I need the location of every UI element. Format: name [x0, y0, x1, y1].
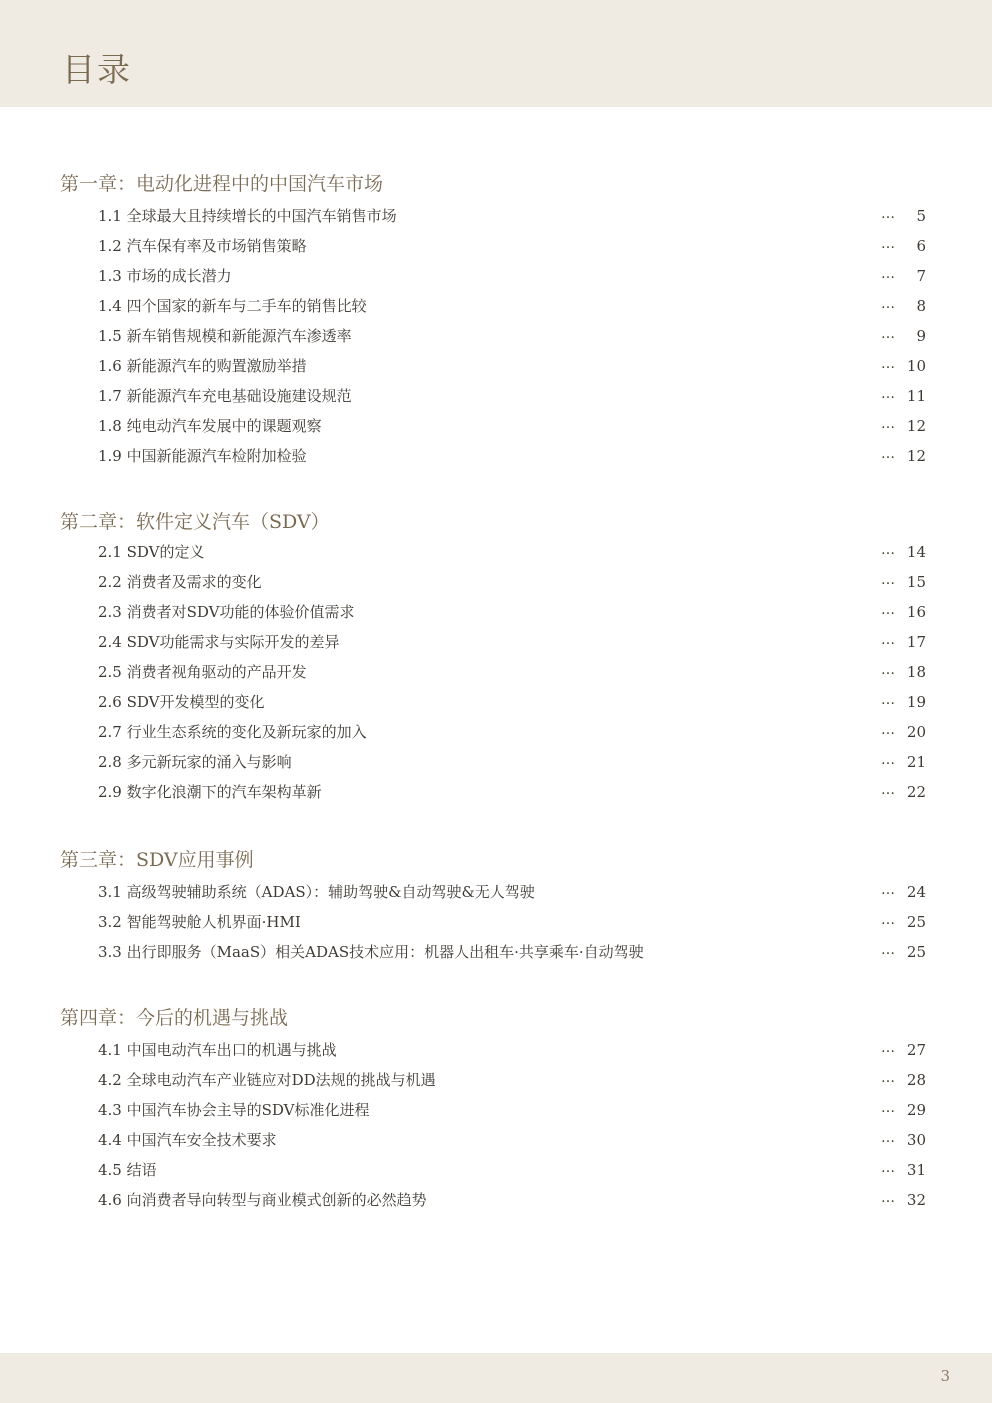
footer-band: [0, 1353, 992, 1403]
toc-page-number: 10: [906, 357, 926, 375]
toc-page-number: 32: [906, 1191, 926, 1209]
toc-page-number: 17: [906, 633, 926, 651]
toc-leader-dots: …: [881, 722, 895, 738]
toc-entry[interactable]: [0, 416, 992, 446]
toc-leader-dots: …: [881, 1160, 895, 1176]
page-title: 目录: [62, 50, 132, 89]
toc-page-number: 30: [906, 1131, 926, 1149]
toc-page-number: 19: [906, 693, 926, 711]
toc-entry-label[interactable]: 2.4 SDV功能需求与实际开发的差异: [98, 633, 340, 651]
toc-leader-dots: …: [881, 752, 895, 768]
toc-page-number: 20: [906, 723, 926, 741]
toc-page-number: 21: [906, 753, 926, 771]
toc-leader-dots: …: [881, 542, 895, 558]
chapter-title: 第三章：SDV应用事例: [60, 849, 254, 871]
toc-page-number: 11: [906, 387, 926, 405]
toc-leader-dots: …: [881, 942, 895, 958]
toc-entry-label[interactable]: 1.6 新能源汽车的购置激励举措: [98, 357, 307, 375]
toc-leader-dots: …: [881, 912, 895, 928]
toc-leader-dots: …: [881, 206, 895, 222]
chapter-title: 第四章：今后的机遇与挑战: [60, 1007, 289, 1029]
toc-entry-label[interactable]: 2.5 消费者视角驱动的产品开发: [98, 663, 307, 681]
toc-entry[interactable]: [0, 572, 992, 602]
toc-entry-label[interactable]: 2.1 SDV的定义: [98, 543, 205, 561]
page-number: 3: [940, 1367, 950, 1385]
toc-entry-label[interactable]: 1.3 市场的成长潜力: [98, 267, 232, 285]
toc-entry-label[interactable]: 4.5 结语: [98, 1161, 157, 1179]
toc-page-number: 24: [906, 883, 926, 901]
toc-page-number: 28: [906, 1071, 926, 1089]
toc-entry[interactable]: [0, 602, 992, 632]
toc-page-number: 16: [906, 603, 926, 621]
toc-entry[interactable]: [0, 326, 992, 356]
header-band: [0, 0, 992, 107]
toc-entry[interactable]: [0, 542, 992, 572]
toc-entry[interactable]: [0, 692, 992, 722]
toc-page-number: 8: [916, 297, 926, 315]
toc-entry[interactable]: [0, 942, 992, 972]
toc-entry[interactable]: [0, 752, 992, 782]
toc-leader-dots: …: [881, 236, 895, 252]
toc-page-number: 25: [906, 913, 926, 931]
toc-page-number: 18: [906, 663, 926, 681]
toc-page-number: 6: [916, 237, 926, 255]
toc-entry-label[interactable]: 1.7 新能源汽车充电基础设施建设规范: [98, 387, 352, 405]
toc-entry-label[interactable]: 2.8 多元新玩家的涌入与影响: [98, 753, 292, 771]
toc-leader-dots: …: [881, 1040, 895, 1056]
toc-entry-label[interactable]: 3.2 智能驾驶舱人机界面·HMI: [98, 913, 301, 931]
toc-entry[interactable]: [0, 1160, 992, 1190]
toc-entry[interactable]: [0, 722, 992, 752]
toc-entry[interactable]: [0, 882, 992, 912]
chapter-title: 第二章：软件定义汽车（SDV）: [60, 511, 330, 533]
toc-entry-label[interactable]: 1.8 纯电动汽车发展中的课题观察: [98, 417, 322, 435]
toc-entry[interactable]: [0, 1040, 992, 1070]
toc-entry-label[interactable]: 2.9 数字化浪潮下的汽车架构革新: [98, 783, 322, 801]
toc-leader-dots: …: [881, 356, 895, 372]
toc-entry[interactable]: [0, 296, 992, 326]
toc-leader-dots: …: [881, 326, 895, 342]
toc-entry-label[interactable]: 2.2 消费者及需求的变化: [98, 573, 262, 591]
toc-entry[interactable]: [0, 1130, 992, 1160]
toc-entry[interactable]: [0, 662, 992, 692]
toc-page-number: 7: [916, 267, 926, 285]
toc-leader-dots: …: [881, 266, 895, 282]
toc-leader-dots: …: [881, 1130, 895, 1146]
toc-page-number: 29: [906, 1101, 926, 1119]
toc-page-number: 14: [906, 543, 926, 561]
toc-entry-label[interactable]: 2.6 SDV开发模型的变化: [98, 693, 265, 711]
toc-entry[interactable]: [0, 1100, 992, 1130]
toc-entry[interactable]: [0, 782, 992, 812]
toc-entry-label[interactable]: 1.5 新车销售规模和新能源汽车渗透率: [98, 327, 352, 345]
toc-entry-label[interactable]: 4.6 向消费者导向转型与商业模式创新的必然趋势: [98, 1191, 427, 1209]
toc-leader-dots: …: [881, 296, 895, 312]
toc-page-number: 5: [916, 207, 926, 225]
toc-page-number: 31: [906, 1161, 926, 1179]
toc-entry[interactable]: [0, 1070, 992, 1100]
toc-entry[interactable]: [0, 356, 992, 386]
toc-page-number: 9: [916, 327, 926, 345]
toc-entry[interactable]: [0, 236, 992, 266]
toc-leader-dots: …: [881, 692, 895, 708]
toc-entry-label[interactable]: 3.1 高级驾驶辅助系统（ADAS）：辅助驾驶&自动驾驶&无人驾驶: [98, 883, 535, 901]
toc-page-number: 12: [906, 447, 926, 465]
toc-leader-dots: …: [881, 386, 895, 402]
toc-entry-label[interactable]: 4.1 中国电动汽车出口的机遇与挑战: [98, 1041, 337, 1059]
toc-entry-label[interactable]: 2.3 消费者对SDV功能的体验价值需求: [98, 603, 355, 621]
toc-entry-label[interactable]: 4.3 中国汽车协会主导的SDV标准化进程: [98, 1101, 370, 1119]
toc-entry-label[interactable]: 4.4 中国汽车安全技术要求: [98, 1131, 277, 1149]
toc-entry-label[interactable]: 1.2 汽车保有率及市场销售策略: [98, 237, 307, 255]
toc-leader-dots: …: [881, 416, 895, 432]
toc-leader-dots: …: [881, 602, 895, 618]
toc-entry[interactable]: [0, 266, 992, 296]
toc-entry[interactable]: [0, 912, 992, 942]
toc-leader-dots: …: [881, 446, 895, 462]
toc-leader-dots: …: [881, 632, 895, 648]
toc-page-number: 25: [906, 943, 926, 961]
toc-page-number: 15: [906, 573, 926, 591]
toc-leader-dots: …: [881, 1190, 895, 1206]
toc-leader-dots: …: [881, 882, 895, 898]
toc-entry-label[interactable]: 4.2 全球电动汽车产业链应对DD法规的挑战与机遇: [98, 1071, 436, 1089]
toc-leader-dots: …: [881, 662, 895, 678]
toc-entry-label[interactable]: 2.7 行业生态系统的变化及新玩家的加入: [98, 723, 367, 741]
toc-leader-dots: …: [881, 1070, 895, 1086]
toc-entry-label[interactable]: 1.4 四个国家的新车与二手车的销售比较: [98, 297, 367, 315]
toc-entry[interactable]: [0, 446, 992, 476]
toc-entry-label[interactable]: 1.1 全球最大且持续增长的中国汽车销售市场: [98, 207, 397, 225]
toc-page-number: 27: [906, 1041, 926, 1059]
toc-page-number: 22: [906, 783, 926, 801]
toc-entry[interactable]: [0, 386, 992, 416]
toc-leader-dots: …: [881, 1100, 895, 1116]
toc-entry[interactable]: [0, 206, 992, 236]
toc-entry[interactable]: [0, 1190, 992, 1220]
toc-leader-dots: …: [881, 782, 895, 798]
toc-entry-label[interactable]: 3.3 出行即服务（MaaS）相关ADAS技术应用：机器人出租车·共享乘车·自动驾驶: [98, 943, 644, 961]
toc-entry[interactable]: [0, 632, 992, 662]
toc-entry-label[interactable]: 1.9 中国新能源汽车检附加检验: [98, 447, 307, 465]
toc-page-number: 12: [906, 417, 926, 435]
toc-leader-dots: …: [881, 572, 895, 588]
chapter-title: 第一章：电动化进程中的中国汽车市场: [60, 173, 384, 195]
